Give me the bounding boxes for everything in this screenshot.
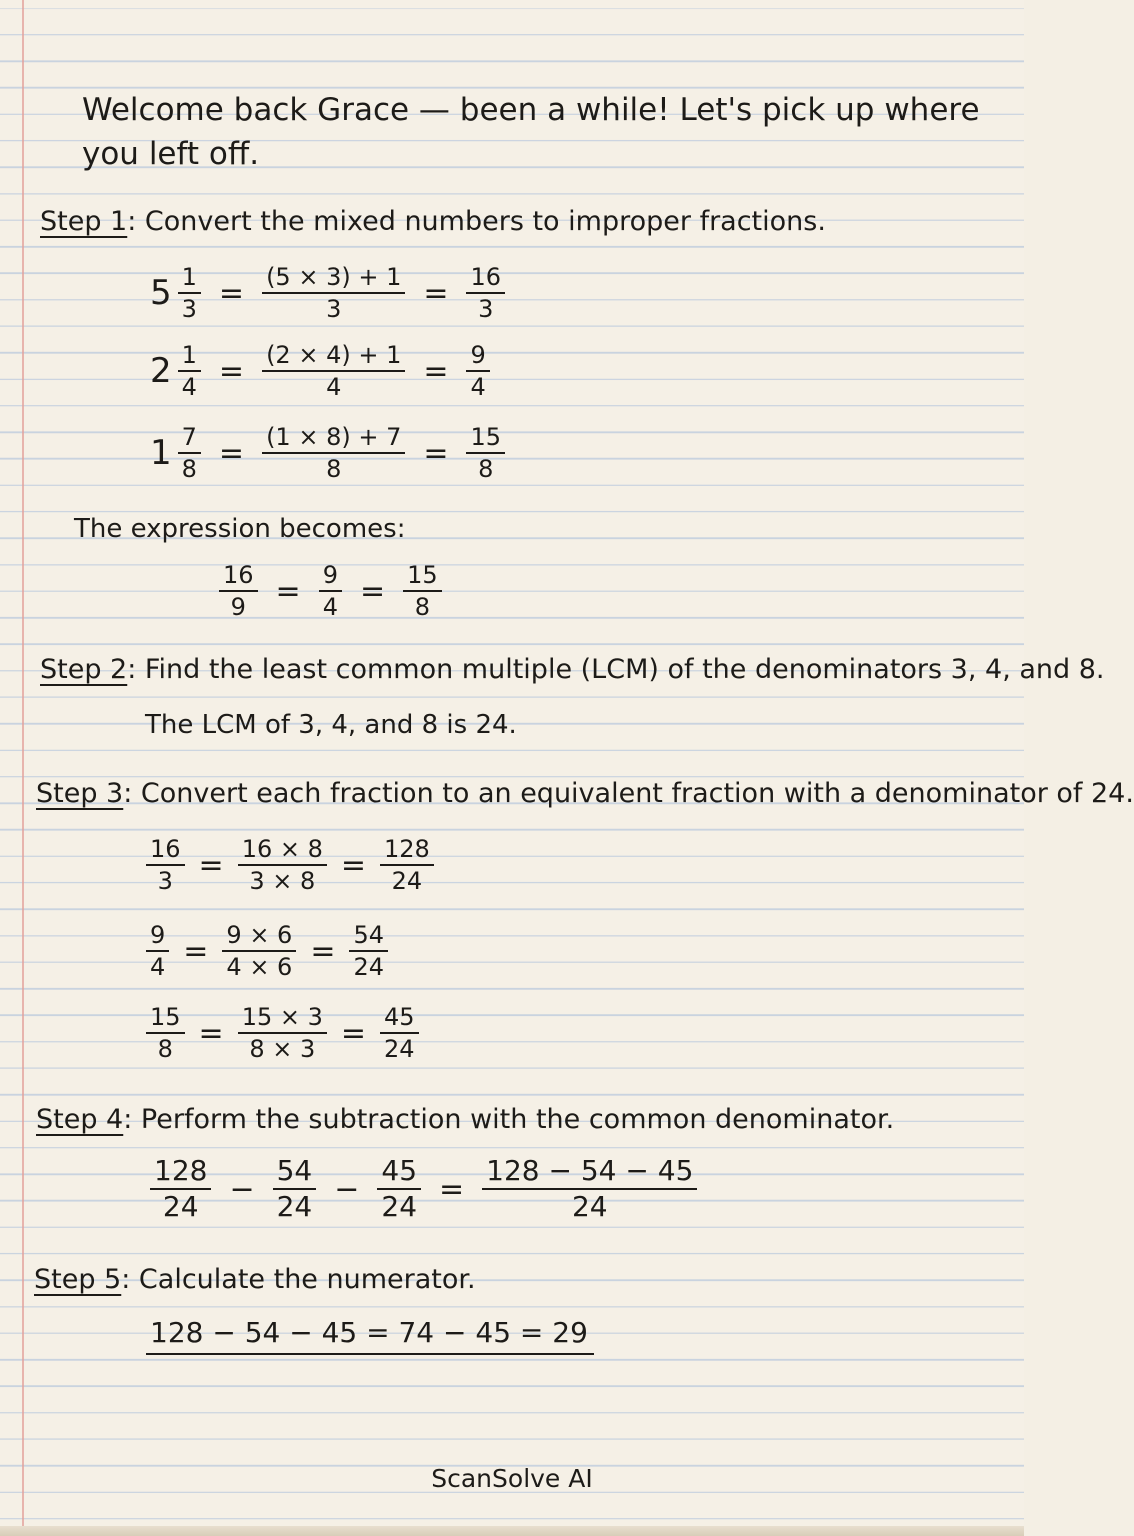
step-1-row-1 (150, 262, 509, 324)
expression-row (215, 560, 446, 622)
expression-fraction (403, 560, 442, 622)
step-1-label: Step 1 (40, 206, 128, 237)
original-fraction (146, 920, 169, 982)
scaling-fraction (222, 920, 296, 982)
fraction-denominator: 9 (230, 593, 246, 621)
expression-fraction (219, 560, 258, 622)
fraction-numerator: 15 (403, 560, 442, 592)
fraction-denominator: 24 (162, 1190, 199, 1223)
expansion-fraction (262, 422, 405, 484)
step-1-row-3 (150, 422, 509, 484)
step-5-label: Step 5 (34, 1264, 122, 1295)
equals-sign: = (198, 1015, 224, 1051)
fraction-denominator: 4 (326, 373, 342, 401)
step-1-row-2 (150, 340, 494, 402)
original-fraction (146, 1002, 185, 1064)
fraction-denominator: 24 (381, 1190, 418, 1223)
fraction-denominator: 24 (384, 1035, 415, 1063)
equals-sign: = (340, 1015, 367, 1051)
fraction-denominator: 3 (478, 295, 494, 323)
fraction-denominator: 4 (322, 593, 338, 621)
step-3-row-3 (142, 1002, 423, 1064)
mixed-whole: 1 (150, 433, 172, 473)
equivalent-fraction (349, 920, 388, 982)
step-4-fraction (377, 1154, 421, 1224)
fraction-numerator: 9 (466, 340, 489, 372)
fraction-numerator: 16 (219, 560, 258, 592)
fraction-numerator: 16 (466, 262, 505, 294)
fraction-numerator: 128 (380, 834, 434, 866)
result-fraction (466, 422, 505, 484)
minus-sign: − (229, 1171, 255, 1207)
equals-sign: = (183, 933, 209, 969)
fraction-numerator: 16 × 8 (238, 834, 327, 866)
fraction-denominator: 3 (326, 295, 342, 323)
equivalent-fraction (380, 1002, 419, 1064)
step-5-heading (34, 1264, 476, 1295)
scaling-fraction (238, 834, 327, 896)
equals-sign: = (359, 573, 386, 609)
fraction-numerator: 1 (178, 262, 201, 294)
fraction-numerator: 54 (273, 1154, 317, 1190)
fraction-denominator: 8 × 3 (249, 1035, 316, 1063)
greeting-text: Welcome back Grace — been a while! Let's pick up where you left off. (82, 92, 980, 172)
brand-watermark: ScanSolve AI (431, 1464, 593, 1493)
fraction-numerator: 128 − 54 − 45 (482, 1154, 697, 1190)
fraction-numerator: 7 (178, 422, 201, 454)
mixed-whole: 5 (150, 273, 172, 313)
step-2-text: : Find the least common multiple (LCM) of the denominators 3, 4, and 8. (127, 654, 1105, 685)
fraction-denominator: 24 (571, 1190, 608, 1223)
fraction-numerator: 15 (146, 1002, 185, 1034)
fraction-denominator: 24 (391, 867, 423, 895)
fraction-numerator: 9 (319, 560, 342, 592)
equivalent-fraction (380, 834, 434, 896)
fraction-denominator: 4 (181, 373, 197, 401)
step-4-label: Step 4 (36, 1104, 124, 1135)
minus-sign: − (334, 1171, 360, 1207)
expansion-fraction (262, 340, 405, 402)
step-3-row-2 (142, 920, 392, 982)
scaling-fraction (238, 1002, 327, 1064)
fraction-denominator: 4 (150, 953, 166, 981)
fraction-denominator: 24 (276, 1190, 313, 1223)
step-2-result: The LCM of 3, 4, and 8 is 24. (145, 710, 517, 740)
mixed-fraction (178, 262, 201, 324)
fraction-denominator: 4 × 6 (226, 953, 293, 981)
step-2-label: Step 2 (40, 654, 128, 685)
step-4-text: : Perform the subtraction with the common denominator. (123, 1104, 895, 1135)
fraction-denominator: 8 (181, 455, 197, 483)
fraction-denominator: 24 (353, 953, 385, 981)
step-1-text: : Convert the mixed numbers to improper fractions. (127, 206, 826, 237)
margin-line (22, 0, 24, 1536)
mixed-fraction (178, 340, 201, 402)
expression-fraction (319, 560, 342, 622)
step-1-heading (40, 206, 826, 237)
fraction-denominator: 8 (478, 455, 494, 483)
expansion-fraction (262, 262, 405, 324)
fraction-numerator: (2 × 4) + 1 (262, 340, 405, 372)
result-fraction (466, 340, 489, 402)
equals-sign: = (218, 353, 245, 389)
equals-sign: = (423, 435, 449, 471)
step-3-text: : Convert each fraction to an equivalent fraction with a denominator of 24. (123, 778, 1134, 809)
fraction-numerator: (1 × 8) + 7 (262, 422, 405, 454)
step-3-label: Step 3 (36, 778, 124, 809)
equals-sign: = (439, 1171, 465, 1207)
step-4-equation (146, 1154, 701, 1224)
step-5-equation: 128 − 54 − 45 = 74 − 45 = 29 (146, 1316, 594, 1355)
fraction-numerator: 45 (377, 1154, 421, 1190)
fraction-denominator: 3 (157, 867, 173, 895)
result-fraction (466, 262, 505, 324)
fraction-numerator: 16 (146, 834, 185, 866)
equals-sign: = (275, 573, 301, 609)
equals-sign: = (198, 847, 224, 883)
fraction-denominator: 3 × 8 (249, 867, 316, 895)
combined-fraction (482, 1154, 697, 1224)
fraction-numerator: 54 (349, 920, 388, 952)
step-3-row-1 (142, 834, 438, 896)
equals-sign: = (218, 275, 245, 311)
fraction-denominator: 8 (326, 455, 342, 483)
mixed-whole: 2 (150, 351, 172, 391)
step-5-text: : Calculate the numerator. (121, 1264, 476, 1295)
page-bottom-edge (0, 1526, 1024, 1536)
fraction-numerator: (5 × 3) + 1 (262, 262, 405, 294)
equals-sign: = (218, 435, 245, 471)
fraction-numerator: 1 (178, 340, 201, 372)
step-4-fraction (150, 1154, 211, 1224)
equals-sign: = (310, 933, 336, 969)
fraction-denominator: 8 (157, 1035, 173, 1063)
step-4-fraction (273, 1154, 317, 1224)
equals-sign: = (340, 847, 367, 883)
equals-sign: = (423, 353, 449, 389)
fraction-numerator: 128 (150, 1154, 211, 1190)
fraction-denominator: 4 (470, 373, 486, 401)
fraction-denominator: 8 (414, 593, 431, 621)
step-2-heading (40, 654, 1105, 685)
fraction-numerator: 15 × 3 (238, 1002, 327, 1034)
step-3-heading (36, 778, 1134, 809)
original-fraction (146, 834, 185, 896)
fraction-denominator: 3 (181, 295, 197, 323)
fraction-numerator: 15 (466, 422, 505, 454)
fraction-numerator: 9 (146, 920, 169, 952)
equals-sign: = (423, 275, 449, 311)
expression-becomes-text: The expression becomes: (74, 514, 406, 544)
step-4-heading (36, 1104, 894, 1135)
fraction-numerator: 45 (380, 1002, 419, 1034)
fraction-numerator: 9 × 6 (222, 920, 296, 952)
mixed-fraction (178, 422, 201, 484)
